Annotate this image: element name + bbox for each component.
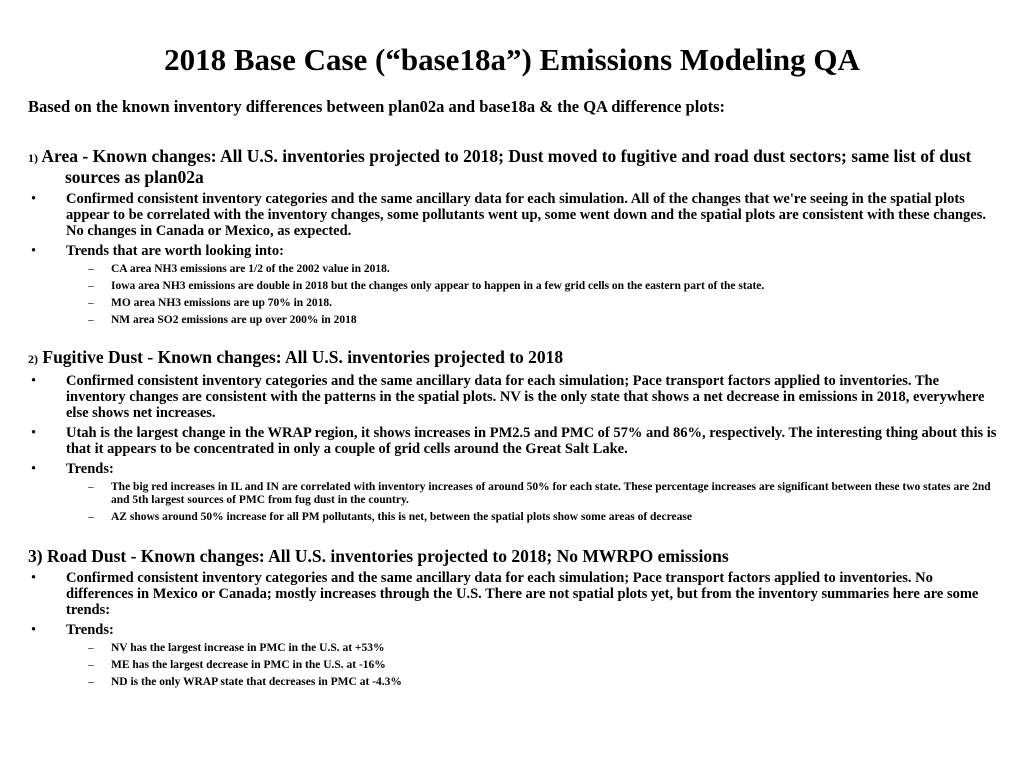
sub-bullet-text: MO area NH3 emissions are up 70% in 2018. [111, 297, 332, 309]
sub-bullet-item [28, 314, 1000, 327]
section-road-dust [28, 547, 1000, 689]
section-heading [28, 547, 1000, 566]
dash-mark: – [88, 659, 94, 671]
sub-bullet-text: NM area SO2 emissions are up over 200% in 2018 [111, 314, 357, 326]
dash-mark: – [88, 511, 94, 523]
bullet-text: Confirmed consistent inventory categories and the same ancillary data for each simulation. All of the changes that we're seeing in the spatial plots appear to be correlated with the inventory changes, some pollutants went up, some went down and the spatial plots are consistent with these changes. No changes in Canada or Mexico, as expected. [66, 191, 986, 239]
sub-bullet-text: AZ shows around 50% increase for all PM pollutants, this is net, between the spatial plots show some areas of decrease [111, 511, 692, 523]
bullet-mark: • [31, 191, 37, 207]
slide-title: 2018 Base Case (“base18a”) Emissions Modeling QA [164, 42, 860, 77]
section-heading [28, 348, 1000, 369]
section-heading-text: Fugitive Dust - Known changes: All U.S. inventories projected to 2018 [42, 347, 564, 367]
section-heading-text: Road Dust - Known changes: All U.S. inventories projected to 2018; No MWRPO emissions [46, 546, 729, 566]
bullet-item [28, 570, 1000, 618]
bullet-text: Trends: [66, 622, 114, 638]
bullet-item [28, 373, 1000, 421]
sub-bullet-text: Iowa area NH3 emissions are double in 2018 but the changes only appear to happen in a few grid cells on the eastern part of the state. [111, 280, 765, 292]
section-fugitive-dust [28, 348, 1000, 524]
dash-mark: – [88, 642, 94, 654]
bullet-text: Confirmed consistent inventory categories and the same ancillary data for each simulation; Pace transport factors applied to inventories. No differences in Mexico or Canada; mostly increases through the U.S. There are not spatial plots yet, but from the inventory summaries here are some trends: [66, 570, 979, 618]
sub-bullet-item [28, 511, 1000, 524]
bullet-mark: • [31, 425, 37, 441]
section-heading-text: Area - Known changes: All U.S. inventories projected to 2018; Dust moved to fugitive and road dust sectors; same list of dust sources as plan02a [41, 146, 972, 187]
bullet-text: Trends that are worth looking into: [66, 243, 284, 259]
section-number: 1) [28, 151, 38, 165]
bullet-text: Confirmed consistent inventory categories and the same ancillary data for each simulation; Pace transport factors applied to inventories. The inventory changes are consistent with the patterns in the spatial plots. NV is the only state that shows a net decrease in emissions in 2018, everywhere else shows net increases. [66, 373, 985, 421]
sub-bullet-text: ME has the largest decrease in PMC in the U.S. at -16% [111, 659, 386, 671]
bullet-mark: • [31, 243, 37, 259]
dash-mark: – [88, 676, 94, 688]
dash-mark: – [88, 263, 94, 275]
dash-mark: – [88, 481, 94, 493]
bullet-item [28, 425, 1000, 457]
section-area [28, 147, 1000, 327]
sub-bullet-text: The big red increases in IL and IN are correlated with inventory increases of around 50% for each state. These percentage increases are significant between these two states are 2nd and 5th largest sources of PMC from fug dust in the country. [111, 481, 991, 506]
sub-bullet-item [28, 659, 1000, 672]
dash-mark: – [88, 314, 94, 326]
bullet-mark: • [31, 373, 37, 389]
sub-bullet-text: ND is the only WRAP state that decreases in PMC at -4.3% [111, 676, 402, 688]
sub-bullet-item [28, 280, 1000, 293]
bullet-item [28, 622, 1000, 638]
sub-bullet-item [28, 297, 1000, 310]
bullet-text: Utah is the largest change in the WRAP region, it shows increases in PM2.5 and PMC of 57% and 86%, respectively. The interesting thing about this is that it appears to be concentrated in only a couple of grid cells around the Great Salt Lake. [66, 425, 997, 457]
bullet-item [28, 243, 1000, 259]
section-heading [28, 147, 1000, 187]
bullet-item [28, 191, 1000, 239]
sub-bullet-text: CA area NH3 emissions are 1/2 of the 2002 value in 2018. [111, 263, 390, 275]
sub-bullet-item [28, 642, 1000, 655]
bullet-mark: • [31, 570, 37, 586]
bullet-item [28, 461, 1000, 477]
sub-bullet-item [28, 676, 1000, 689]
bullet-mark: • [31, 622, 37, 638]
dash-mark: – [88, 280, 94, 292]
section-number: 3) [28, 546, 43, 566]
section-number: 2) [28, 352, 38, 366]
intro-text: Based on the known inventory differences between plan02a and base18a & the QA difference plots: [28, 97, 725, 116]
bullet-text: Trends: [66, 461, 114, 477]
sub-bullet-text: NV has the largest increase in PMC in the U.S. at +53% [111, 642, 385, 654]
sub-bullet-item [28, 263, 1000, 276]
sub-bullet-item [28, 481, 1000, 507]
bullet-mark: • [31, 461, 37, 477]
dash-mark: – [88, 297, 94, 309]
